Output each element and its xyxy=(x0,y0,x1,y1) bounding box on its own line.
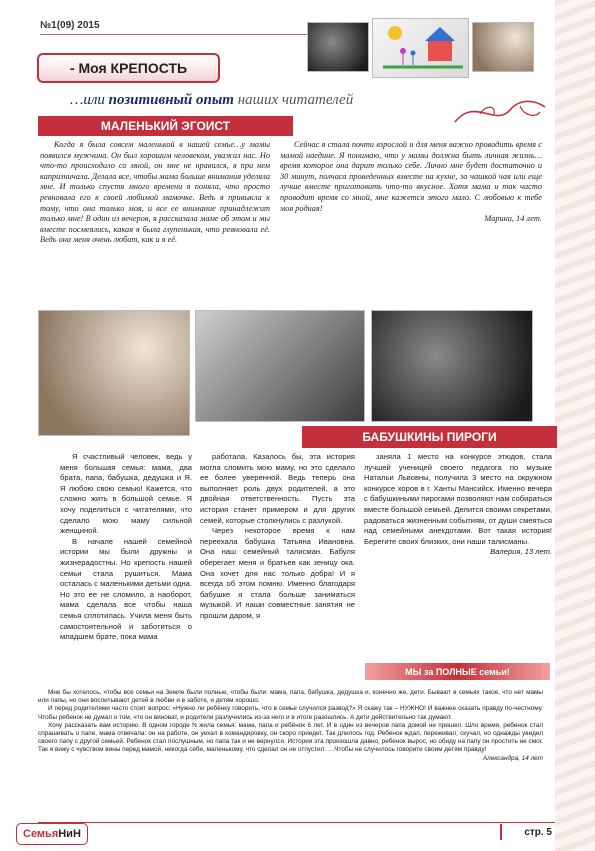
article2-col2-p1: работала. Казалось бы, эта история могла сломить мою маму, но это сделало ее более уверенной. Ведь теперь она выполняет роль двух родителей, а это двойная ответственность. Пусть эта история станет примером и для других семей, которые столкнулись с разлукой. xyxy=(200,452,355,525)
article1-signature: Марина, 14 лет. xyxy=(484,214,542,224)
article-title-small-egoist: МАЛЕНЬКИЙ ЭГОИСТ xyxy=(38,116,293,136)
article2-col1-p2: В начале нашей семейной истории мы были дружны и жизнерадостны. Но крепость нашей семьи стала рушиться. Мама осталась с маленькими детьми одна. Но это ее не сломило, а наоборот, мама сделала все чтобы наша семья сплотилась. Учила меня быть самостоятельной и заботиться о младшем брате, пока мама xyxy=(60,536,192,642)
photo-girl-with-guitar xyxy=(371,310,533,422)
header-photo-3 xyxy=(472,22,534,72)
section-rubric: - Моя КРЕПОСТЬ xyxy=(37,53,220,83)
article3-p3: Хочу рассказать вам историю. В одном городе N жила семья: мама, папа и ребёнок 6 лет. И в один из вечеров папа домой не пришел. Шло время, ребенок стал спрашивать о папе, мама отвечала: он на работе, он уехал в командировку, он скоро приедет. Так длилось год. Ребенок ждал, переживал, скучал, но однажды увидел своего папу с другой семьей. Ребенок стал послушным, но папа так и не вернулся. История эта произошла давно, ребенок вырос, но обиду на папу он простить не смог. Так я вижу с чувством вины перед мамой, никогда себе, маленькому, что сделал он не отпустил. …Чтобы не случилось говорите своим детям правду! xyxy=(38,721,543,754)
article3-signature: Александра, 14 лет xyxy=(482,754,543,762)
article2-col1-p1: Я счастливый человек, ведь у меня большая семья: мама, два брата, папа, бабушка, дедушка и Я. Я любою свою семью! Кажется, что сложно жить в большой семье. Я хочу поделиться с читателями, что сделало мою маму сильной женщиной. xyxy=(60,452,192,536)
header-photo-drawing xyxy=(372,18,469,78)
header-photo-1 xyxy=(307,22,369,72)
article2-column-1 xyxy=(60,452,192,643)
magazine-logo xyxy=(16,823,88,845)
article2-col2-p2: Через некоторое время к нам переехала бабушка Татьяна Ивановна. Она наш семейный талисман. Бабуля оберегает меня и братьев как зеницу ока. Она хочет для нас только добра! И я всегда об этом помню. Именно благодаря бабушке я стала больше заниматься музыкой. И наши совместные занятия не прошли даром, я xyxy=(200,526,355,620)
photo-girl-running xyxy=(38,310,190,436)
article2-signature: Валерия, 13 лет. xyxy=(490,547,552,557)
article3-p2: И перед родителями часто стоит вопрос: «Нужно ли ребёнку говорить, что в семье случился развод?» Я скажу так – НУЖНО! И важнее сказать правду по-честному. Чтобы ребенок не думал о том, что он виноват, и родители разлучились из-за него и в итоге разошлись. А дети действительно так думают. xyxy=(38,705,543,721)
family-drawing-icon xyxy=(373,19,468,77)
page-ornament-border xyxy=(555,0,595,851)
article3-body xyxy=(38,689,543,763)
logo-part-1: Семья xyxy=(23,828,59,840)
tagline-suffix: наших читателей xyxy=(233,92,354,108)
article-title-full-families: МЫ за ПОЛНЫЕ семьи! xyxy=(365,663,550,680)
article3-p1: Мне бы хотелось, чтобы все семьи на Земле были полные, чтобы были: мама, папа, бабушка, дедушка и, конечно же, дети. Бывают в семьях такое, что нет мамы или папы, но они воспитывают детей в любви и в заботе, и детям хорошо. xyxy=(38,689,543,705)
footer-divider xyxy=(38,822,555,823)
article1-right-column xyxy=(280,140,542,223)
tagline-bold: позитивный опыт xyxy=(108,92,234,108)
article2-col3-p1: заняла 1 место на конкурсе этюдов, стала лучшей ученицей своего педагога по музыке Натальи Львовны, получила 3 место на окружном конкурсе хоров в г. Ханты Мансийск. Именно вечера с бабушкиными пирогами позволяют нам собираться вместе большой семьей. Делится своими секретами, радоваться жизненным событиям, от души смеяться над семейными анекдотами. Вот такая история! Берегите своих близких, они наши талисманы. xyxy=(364,452,552,546)
page-number: стр. 5 xyxy=(500,824,552,840)
photo-family-with-baby xyxy=(195,310,365,422)
logo-part-2: НиН xyxy=(58,828,81,840)
swirl-ornament-icon xyxy=(450,92,550,132)
section-tagline xyxy=(70,92,353,109)
issue-number: №1(09) 2015 xyxy=(40,20,100,31)
header-divider xyxy=(40,34,310,35)
article-title-grandma-pies: БАБУШКИНЫ ПИРОГИ xyxy=(302,426,557,448)
tagline-prefix: …или xyxy=(70,92,109,108)
article1-left-column xyxy=(40,140,270,246)
article2-column-3 xyxy=(364,452,552,558)
article1-left-text: Когда я была совсем маленькой в нашей семье…у мамы появился мужчина. Он был хорошим человеком, уважал нас. Но что-то происходило со мной, он мне не нравился, я при нем капризничала. Делала все, чтобы мама больше внимания уделяла мне. И только спустя много времени я поняла, что просто ревновала его к своей любимой мамочке. Ведь я привыкла к тому, что она только моя, и все ее внимание принадлежит только мне! В один из вечеров, я рассказала маме об этом и мы вместе посмеялись, какая я была глупенькая, что ревновала её. Ведь она меня очень любит, как и я её. xyxy=(40,140,270,245)
article2-column-2 xyxy=(200,452,355,622)
article1-right-text: Сейчас я стала почти взрослой и для меня важно проводить время с мамой наедине. Я понимаю, что у мамы должна быть личная жизнь…время которое она дарит только себе. Лично мне будет достаточно и 30 минут, полчаса проведенных вместе на кухне, за чашкой чая или еще лучше вместе приготовить что-то вкусное. Хотя мама и так часто проводит время со мной, мне кажется этого мало. С любовью к тебе моя родная! xyxy=(280,140,542,213)
